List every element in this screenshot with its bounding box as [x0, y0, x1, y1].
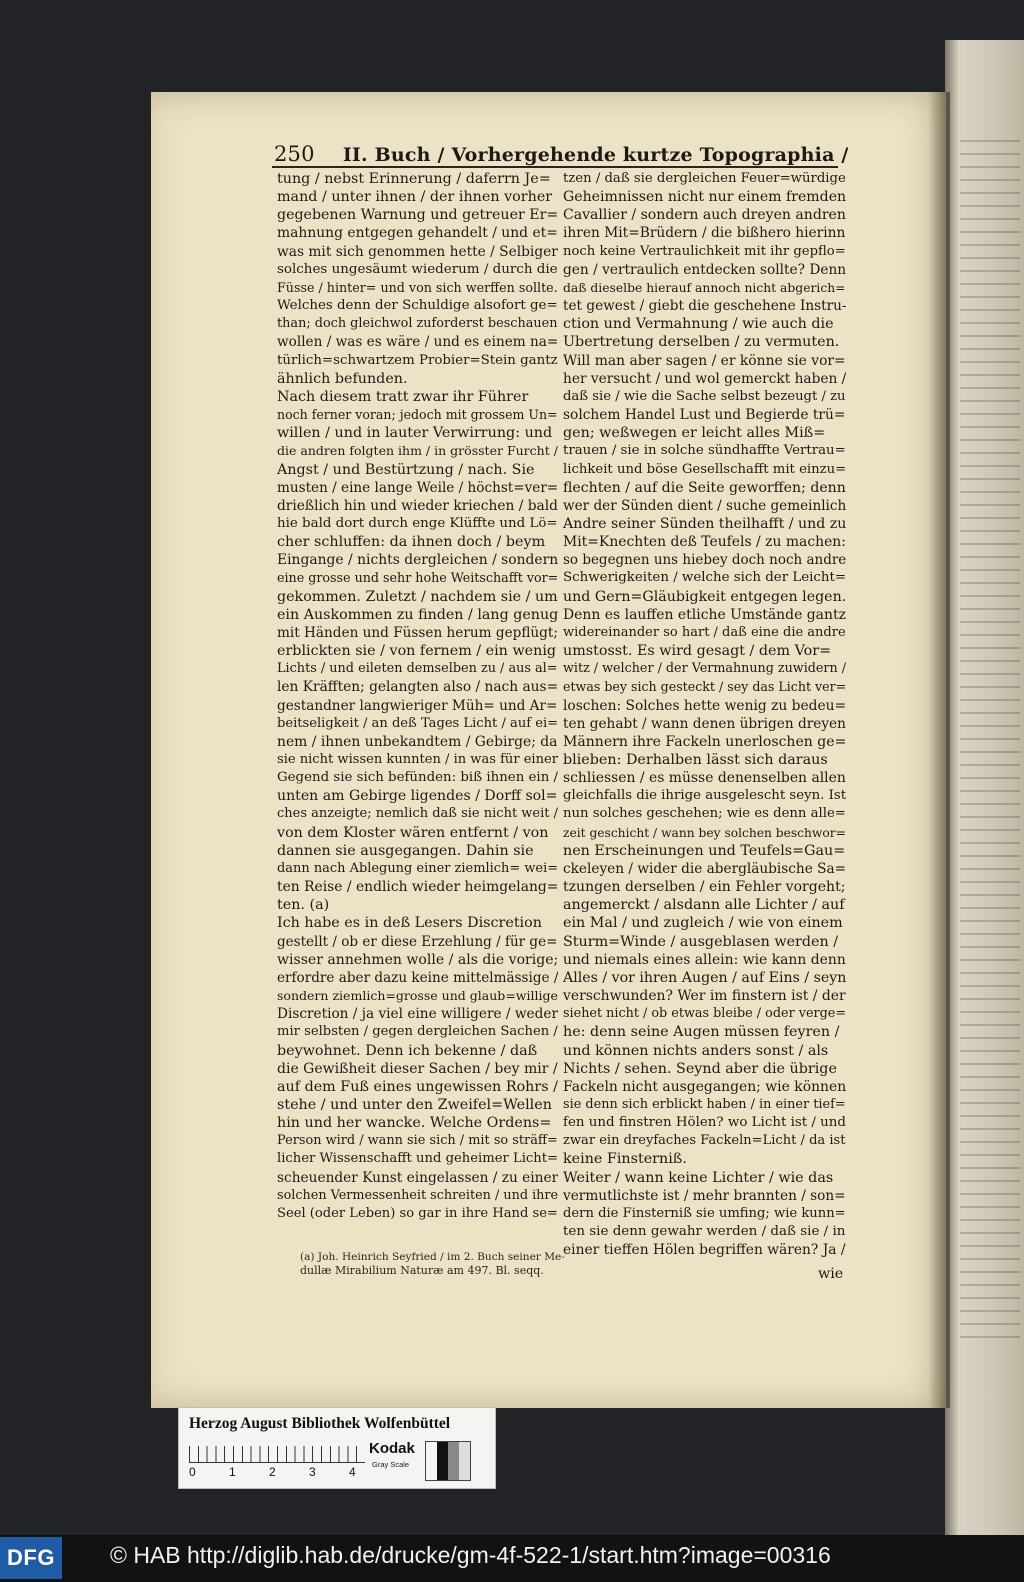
text-line: auf dem Fuß eines ungewissen Rohrs / — [277, 1078, 558, 1095]
text-line: dullæ Mirabilium Naturæ am 497. Bl. seqq. — [300, 1264, 544, 1277]
text-line: von dem Kloster wären entfernt / von — [277, 824, 549, 841]
text-line: ihren Mit=Brüdern / die bißhero hierinn — [563, 225, 846, 242]
text-line: Will man aber sagen / er könne sie vor= — [563, 352, 846, 369]
text-line: angemerckt / alsdann alle Lichter / auf — [563, 897, 845, 914]
text-line: than; doch gleichwol zuforderst beschauen — [277, 316, 558, 332]
text-line: daß sie / wie die Sache selbst bezeugt / zu — [563, 388, 846, 404]
text-line: umstosst. Es wird gesagt / dem Vor= — [563, 643, 832, 660]
text-line: scheuender Kunst eingelassen / zu einer — [277, 1169, 558, 1186]
text-line: solchem Handel Lust und Begierde trü= — [563, 407, 846, 424]
copyright-link[interactable]: © HAB http://diglib.hab.de/drucke/gm-4f-522-1/start.htm?image=00316 — [110, 1542, 831, 1568]
text-line: ten. (a) — [277, 897, 330, 914]
text-line: wer der Sünden dient / suche gemeinlich — [563, 497, 846, 514]
ruler-number: 3 — [309, 1465, 316, 1479]
text-line: schliessen / es müsse denenselben allen — [563, 770, 846, 787]
text-line: ckeleyen / wider die abergläubische Sa= — [563, 860, 846, 877]
text-line: fen und finstren Hölen? wo Licht ist / und — [563, 1115, 846, 1131]
text-line: Fackeln nicht ausgegangen; wie können — [563, 1078, 846, 1095]
text-line: die andren folgten ihm / in grösster Furcht / — [277, 443, 558, 459]
text-line: gekommen. Zuletzt / nachdem sie / um — [277, 588, 558, 605]
text-line: dannen sie ausgegangen. Dahin sie — [277, 842, 534, 859]
text-line: tung / nebst Erinnerung / daferrn Je= — [277, 171, 551, 187]
text-line: (a) Joh. Heinrich Seyfried / im 2. Buch seiner Me- — [300, 1251, 565, 1263]
text-line: musten / eine lange Weile / höchst=ver= — [277, 479, 558, 496]
text-line: die Gewißheit dieser Sachen / bey mir / — [277, 1060, 558, 1077]
text-line: sondern ziemlich=grosse und glaub=willige — [277, 988, 558, 1004]
library-name: Herzog August Bibliothek Wolfenbüttel — [189, 1415, 451, 1432]
text-line: licher Wissenschafft und geheimer Licht= — [277, 1151, 558, 1167]
text-line: ein Auskommen zu finden / lang genug — [277, 606, 558, 623]
text-line: beywohnet. Denn ich bekenne / daß — [277, 1042, 538, 1059]
text-line: Gegend sie sich befünden: biß ihnen ein / — [277, 770, 558, 786]
text-line: ten Reise / endlich wieder heimgelang= — [277, 879, 558, 896]
text-line: flechten / auf die Seite geworffen; denn — [563, 479, 846, 496]
text-line: Nach diesem tratt zwar ihr Führer — [277, 388, 529, 405]
left-text-column — [277, 170, 558, 1223]
text-line: Angst / und Bestürtzung / nach. Sie — [277, 461, 535, 478]
text-line: Welches denn der Schuldige alsofort ge= — [277, 298, 558, 314]
text-line: mahnung entgegen gehandelt / und et= — [277, 225, 558, 242]
text-line: mit Händen und Füssen herum gepflügt; — [277, 624, 558, 641]
color-calibration-card — [178, 1407, 496, 1489]
text-line: Ubertretung derselben / zu vermuten. — [563, 334, 840, 351]
text-line: siehet nicht / ob etwas bleibe / oder verge= — [563, 1006, 846, 1022]
text-line: Sturm=Winde / ausgeblasen werden / — [563, 933, 839, 950]
text-line: mand / unter ihnen / der ihnen vorher — [277, 189, 553, 206]
text-line: Lichts / und eileten demselben zu / aus al= — [277, 661, 558, 677]
gray-scale-patches — [425, 1441, 471, 1481]
text-line: wollen / was es wäre / und es einem na= — [277, 334, 558, 351]
text-line: gestandner langwieriger Müh= und Ar= — [277, 697, 558, 714]
text-line: Denn es lauffen etliche Umstände gantz — [563, 606, 846, 623]
text-line: daß dieselbe hierauf annoch nicht abgerich= — [563, 280, 846, 295]
text-line: her versucht / und wol gemerckt haben / — [563, 370, 846, 387]
page-number: 250 — [274, 142, 315, 166]
text-line: und Gern=Gläubigkeit entgegen legen. — [563, 588, 846, 605]
ruler-number: 0 — [189, 1465, 196, 1479]
ruler-number: 1 — [229, 1465, 236, 1479]
text-line: tzen / daß sie dergleichen Feuer=würdige — [563, 171, 846, 186]
text-line: keine Finsterniß. — [563, 1151, 687, 1168]
text-line: türlich=schwartzem Probier=Stein gantz — [277, 352, 558, 368]
text-line: erfordre aber dazu keine mittelmässige / — [277, 969, 558, 986]
text-line: mir selbsten / gegen dergleichen Sachen / — [277, 1024, 558, 1040]
text-line: solches ungesäumt wiederum / durch die — [277, 261, 558, 277]
catchword: wie — [818, 1266, 844, 1282]
text-line: witz / welcher / der Vermahnung zuwidern / — [563, 661, 846, 677]
text-line: tzungen derselben / ein Fehler vorgeht; — [563, 879, 846, 896]
text-line: blieben: Derhalben lässt sich daraus — [563, 752, 828, 768]
text-line: ein Mal / und zugleich / wie von einem — [563, 915, 843, 932]
text-line: unten am Gebirge ligendes / Dorff sol= — [277, 788, 558, 805]
text-line: he: denn seine Augen müssen feyren / — [563, 1024, 840, 1041]
text-line: zeit geschicht / wann bey solchen beschwor= — [563, 825, 846, 840]
text-line: vermutlichste ist / mehr brannten / son= — [563, 1187, 846, 1204]
text-line: nen Erscheinungen und Teufels=Gau= — [563, 842, 846, 859]
text-line: so begegnen uns hiebey doch noch andre — [563, 552, 846, 569]
text-line: sie denn sich erblickt haben / in einer tief= — [563, 1096, 846, 1112]
header-rule — [272, 166, 838, 168]
text-line: Männern ihre Fackeln unerloschen ge= — [563, 733, 846, 750]
gray-scale-label: Gray Scale — [372, 1460, 410, 1469]
text-line: erblickten sie / von fernem / ein wenig — [277, 643, 557, 660]
text-line: und können nichts anders sonst / als — [563, 1042, 829, 1059]
text-line: gen; weßwegen er leicht alles Miß= — [563, 425, 826, 442]
text-line: Andre seiner Sünden theilhafft / und zu — [563, 515, 846, 532]
text-line: noch keine Vertraulichkeit mit ihr gepflo= — [563, 243, 846, 259]
text-line: zwar ein dreyfaches Fackeln=Licht / da ist — [563, 1133, 846, 1149]
dfg-logo: DFG — [0, 1537, 62, 1579]
footnote — [300, 1250, 565, 1278]
text-line: Alles / vor ihren Augen / auf Eins / seyn — [563, 969, 846, 986]
text-line: tet gewest / giebt die geschehene Instru- — [563, 298, 846, 315]
text-line: dern die Finsterniß sie umfing; wie kunn= — [563, 1205, 846, 1221]
text-line: len Kräfften; gelangten also / nach aus= — [277, 679, 558, 696]
text-line: gen / vertraulich entdecken sollte? Denn — [563, 261, 846, 278]
text-line: sie nicht wissen kunnten / in was für einer — [277, 752, 558, 767]
text-line: Discretion / ja viel eine willigere / weder — [277, 1006, 558, 1023]
text-line: nem / ihnen unbekandtem / Gebirge; da — [277, 733, 558, 750]
text-line: Person wird / wann sie sich / mit so sträff= — [277, 1133, 558, 1149]
text-line: etwas bey sich gesteckt / sey das Licht ver= — [563, 679, 846, 695]
text-line: gleichfalls die ihrige ausgelescht seyn. Ist — [563, 788, 846, 804]
text-line: noch ferner voran; jedoch mit grossem Un= — [277, 407, 558, 423]
text-line: widereinander so hart / daß eine die andre — [563, 624, 846, 640]
text-line: ches anzeigte; nemlich daß sie nicht weit / — [277, 806, 558, 822]
adjacent-page-text-texture — [960, 140, 1020, 1340]
text-line: Ich habe es in deß Lesers Discretion — [277, 915, 542, 932]
text-line: verschwunden? Wer im finstern ist / der — [563, 988, 846, 1005]
text-line: stehe / und unter den Zweifel=Wellen — [277, 1096, 552, 1113]
text-line: Nichts / sehen. Seynd aber die übrige — [563, 1060, 837, 1077]
text-line: Schwerigkeiten / welche sich der Leicht= — [563, 570, 846, 586]
text-line: Seel (oder Leben) so gar in ihre Hand se= — [277, 1205, 558, 1221]
text-line: willen / und in lauter Verwirrung: und — [277, 425, 553, 442]
text-line: nun solches geschehen; wie es denn alle= — [563, 806, 846, 822]
text-line: cher schluffen: da ihnen doch / beym — [277, 534, 546, 551]
text-line: dann nach Ablegung einer ziemlich= wei= — [277, 860, 558, 876]
text-line: Eingange / nichts dergleichen / sondern — [277, 552, 558, 569]
text-line: hie bald dort durch enge Klüffte und Lö= — [277, 515, 558, 531]
text-line: was mit sich genommen hette / Selbiger — [277, 243, 558, 260]
text-line: ction und Vermahnung / wie auch die — [563, 316, 834, 333]
ruler-number: 4 — [349, 1465, 356, 1479]
text-line: loschen: Solches hette wenig zu bedeu= — [563, 697, 846, 714]
text-line: einer tieffen Hölen begriffen wären? Ja / — [563, 1242, 846, 1259]
text-line: Geheimnissen nicht nur einem fremden — [563, 189, 846, 206]
ruler-number: 2 — [269, 1465, 276, 1479]
text-line: beitseligkeit / an deß Tages Licht / auf ei= — [277, 715, 558, 731]
text-line: eine grosse und sehr hohe Weitschafft vor= — [277, 570, 558, 586]
text-line: ten gehabt / wann denen übrigen dreyen — [563, 715, 846, 732]
text-line: Cavallier / sondern auch dreyen andren — [563, 207, 846, 224]
text-line: Mit=Knechten deß Teufels / zu machen: — [563, 534, 846, 551]
text-line: Weiter / wann keine Lichter / wie das — [563, 1169, 834, 1186]
text-line: hin und her wancke. Welche Ordens= — [277, 1115, 552, 1132]
page-gutter-shadow — [928, 92, 950, 1408]
kodak-logo-text: Kodak — [369, 1440, 415, 1457]
running-head-title: II. Buch / Vorhergehende kurtze Topographia / — [342, 144, 849, 166]
text-line: wisser annehmen wolle / als die vorige; — [277, 951, 558, 968]
text-line: gestellt / ob er diese Erzehlung / für ge= — [277, 933, 558, 950]
text-line: ähnlich befunden. — [277, 370, 408, 387]
text-line: lichkeit und böse Gesellschafft mit einzu= — [563, 461, 846, 477]
text-line: gegebenen Warnung und getreuer Er= — [277, 207, 558, 224]
text-line: trauen / sie in solche sündhaffte Vertrau= — [563, 443, 846, 459]
text-line: solchen Vermessenheit schreiten / und ihre — [277, 1187, 558, 1203]
text-line: drießlich hin und wieder kriechen / bald — [277, 497, 558, 514]
measurement-ruler — [189, 1446, 365, 1463]
text-line: ten sie denn gewahr werden / daß sie / in — [563, 1224, 846, 1240]
text-line: und niemals eines allein: wie kann denn — [563, 951, 846, 968]
text-line: Füsse / hinter= und von sich werffen sollte. — [277, 279, 558, 295]
right-text-column — [563, 170, 846, 1259]
